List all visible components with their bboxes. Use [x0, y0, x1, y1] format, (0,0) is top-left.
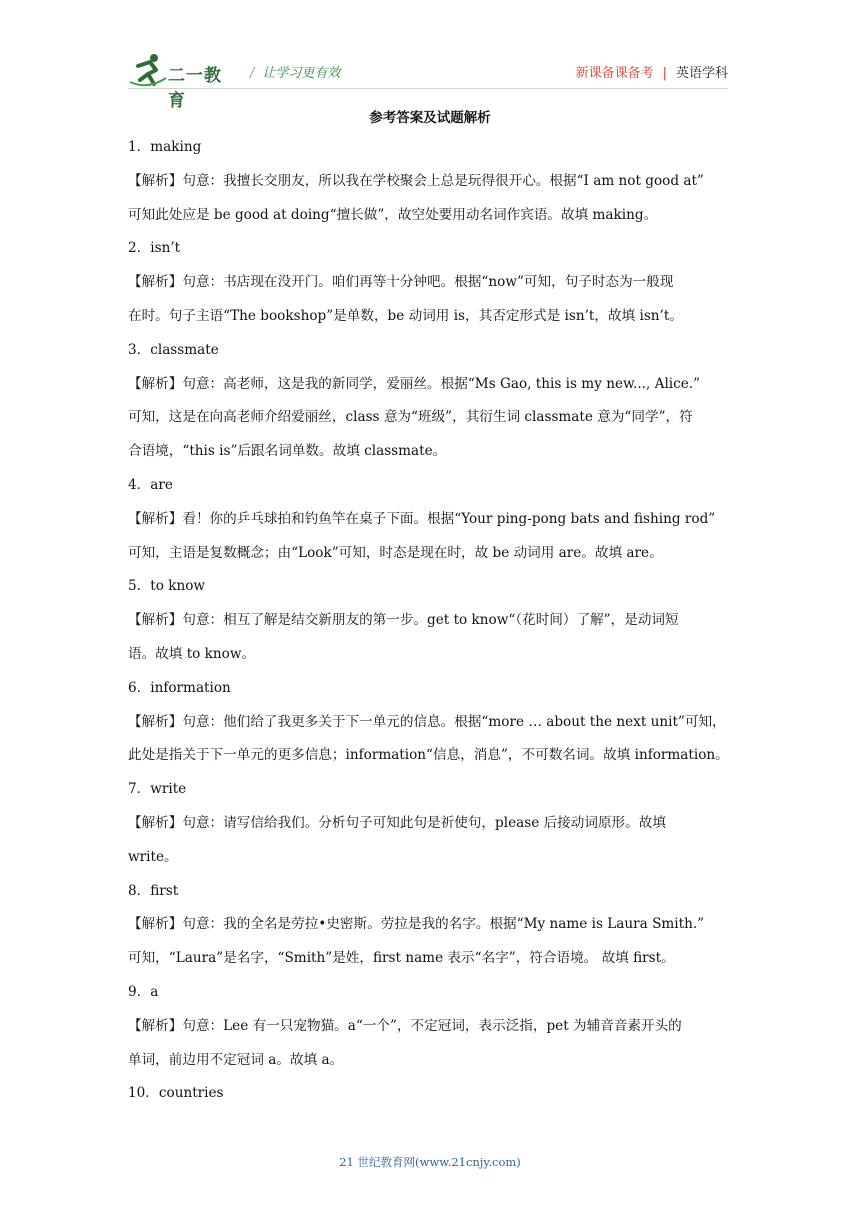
answer-list	[128, 131, 732, 1111]
answer-item: 6．information	[128, 679, 231, 696]
explanation-line	[128, 1010, 732, 1044]
explanation-line	[128, 807, 732, 841]
explanation-line	[128, 435, 732, 469]
explanation-text: 可知此处应是 be good at doing“擅长做”，故空处要用动名词作宾语。故填 making。	[128, 206, 658, 223]
explanation-label: 【解析】	[128, 510, 183, 527]
answer-item: 9．a	[128, 983, 159, 1000]
page-title: 参考答案及试题解析	[369, 110, 491, 126]
explanation-label: 【解析】	[128, 814, 183, 831]
slogan-divider-icon: /	[250, 66, 255, 81]
explanation-line	[128, 537, 732, 571]
header-divider	[128, 88, 728, 89]
explanation-text: 句意：我擅长交朋友，所以我在学校聚会上总是玩得很开心。根据“I am not good at”	[182, 172, 704, 189]
explanation-label: 【解析】	[128, 713, 183, 730]
header-subject	[576, 62, 728, 81]
runner-logo-icon	[128, 52, 168, 88]
explanation-line	[128, 739, 732, 773]
explanation-line	[128, 1044, 732, 1078]
explanation-line	[128, 638, 732, 672]
explanation-line	[128, 908, 732, 942]
explanation-line	[128, 368, 732, 402]
answer-item: 5．to know	[128, 578, 206, 595]
header-subject-label: 英语学科	[675, 66, 728, 81]
explanation-line	[128, 503, 732, 537]
explanation-text: 在时。句子主语“The bookshop”是单数，be 动词用 is，其否定形式是 isn’t，故填 isn’t。	[128, 307, 683, 324]
explanation-label: 【解析】	[128, 1017, 183, 1034]
explanation-line	[128, 942, 732, 976]
logo-text: 二一教育	[168, 66, 222, 111]
explanation-text: 可知，“Laura”是名字，“Smith”是姓，first name 表示“名字”，符合语境。 故填 first。	[128, 950, 675, 967]
page-footer: 21 世纪教育网(www.21cnjy.com)	[339, 1155, 521, 1169]
header-separator: |	[662, 66, 667, 81]
page-header	[128, 52, 728, 111]
logo	[128, 52, 238, 111]
explanation-line	[128, 401, 732, 435]
answer-item: 7．write	[128, 781, 187, 798]
explanation-text: 看！你的乒乓球拍和钓鱼竿在桌子下面。根据“Your ping-pong bats and fishing rod”	[182, 510, 716, 527]
explanation-text: 句意：书店现在没开门。咱们再等十分钟吧。根据“now”可知，句子时态为一般现	[182, 274, 674, 291]
explanation-text: 合语境，“this is”后跟名词单数。故填 classmate。	[128, 443, 447, 460]
explanation-label: 【解析】	[128, 274, 183, 291]
answer-item: 8．first	[128, 882, 179, 899]
explanation-text: 可知，这是在向高老师介绍爱丽丝，class 意为“班级”，其衍生词 classmate 意为“同学”，符	[128, 409, 693, 426]
explanation-text: 句意：请写信给我们。分析句子可知此句是祈使句，please 后接动词原形。故填	[182, 814, 666, 831]
explanation-label: 【解析】	[128, 916, 183, 933]
explanation-text: 句意：相互了解是结交新朋友的第一步。get to know“（花时间）了解”，是动词短	[182, 612, 679, 629]
slogan	[250, 62, 340, 81]
explanation-line	[128, 266, 732, 300]
explanation-line	[128, 604, 732, 638]
explanation-text: 句意：高老师，这是我的新同学，爱丽丝。根据“Ms Gao, this is my new..., Alice.”	[182, 375, 701, 392]
slogan-text: 让学习更有效	[262, 66, 341, 81]
explanation-line	[128, 706, 732, 740]
answer-item: 10．countries	[128, 1085, 224, 1102]
explanation-text: 单词，前边用不定冠词 a。故填 a。	[128, 1051, 344, 1068]
explanation-line	[128, 199, 732, 233]
header-course-label: 新课备课备考	[575, 66, 654, 81]
explanation-label: 【解析】	[128, 612, 183, 629]
explanation-text: 句意：他们给了我更多关于下一单元的信息。根据“more … about the next unit”可知，	[182, 713, 726, 730]
explanation-text: write。	[128, 848, 178, 865]
explanation-text: 此处是指关于下一单元的更多信息；information“信息，消息”，不可数名词。故填 information。	[128, 747, 729, 764]
explanation-label: 【解析】	[128, 172, 183, 189]
explanation-text: 可知，主语是复数概念；由“Look”可知，时态是现在时，故 be 动词用 are。故填 are。	[128, 544, 663, 561]
explanation-text: 语。故填 to know。	[128, 645, 256, 662]
explanation-text: 句意：我的全名是劳拉•史密斯。劳拉是我的名字。根据“My name is Laura Smith.”	[182, 916, 705, 933]
explanation-text: 句意：Lee 有一只宠物猫。a“一个”，不定冠词，表示泛指，pet 为辅音音素开头的	[182, 1017, 682, 1034]
explanation-line	[128, 165, 732, 199]
explanation-line	[128, 300, 732, 334]
answer-item: 2．isn’t	[128, 240, 181, 257]
answer-item: 4．are	[128, 476, 173, 493]
answer-item: 1．making	[128, 139, 202, 155]
answer-item: 3．classmate	[128, 341, 219, 358]
explanation-line	[128, 841, 732, 875]
explanation-label: 【解析】	[128, 375, 183, 392]
